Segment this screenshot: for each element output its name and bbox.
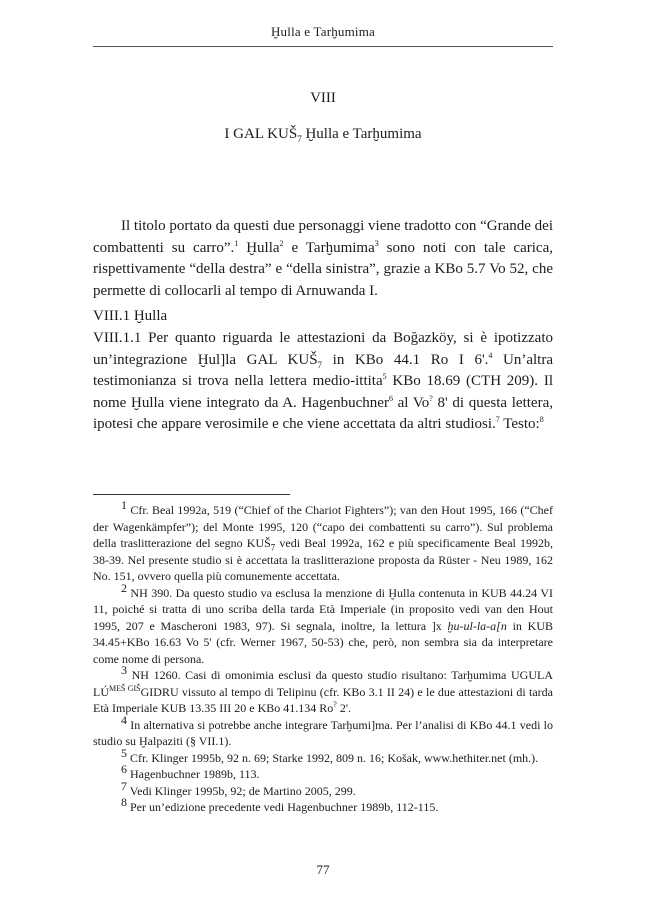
section-text-e: al Vo (392, 394, 430, 411)
intro-text-3: e Tarḫumima (283, 239, 375, 256)
footnote-7 (93, 778, 553, 800)
footnote-text: NH 390. Da questo studio va esclusa la menzione di Ḫulla contenuta in KUB 44.24 VI 11, poiché si tratta di uno scriba della tarda Età Imperiale (in proposito vedi van den Hout 1995, 207 e Mascheroni 1983, 97). Si segnala, inoltre, la lettura ]x (93, 585, 553, 633)
section-text-b: in KBo 44.1 Ro I 6'. (322, 351, 489, 368)
intro-text-1: Il titolo portato da questi due personaggi viene tradotto con “Grande dei combattenti su carro”. (93, 218, 553, 256)
section-superscript: ? (429, 393, 433, 403)
page-number: 77 (316, 862, 330, 877)
footnote-superscript: ? (333, 700, 337, 709)
section-subscript: 7 (317, 359, 323, 370)
section-text-d: KBo 18.69 (CTH 209). Il nome Ḫulla viene integrato da A. Hagenbuchner (93, 373, 553, 411)
footnote-italic: ḫu-ul-la-a[n (447, 618, 507, 633)
footnote-subscript: 7 (270, 542, 276, 553)
section-text-a: VIII.1.1 Per quanto riguarda le attestazioni da Boğazköy, si è ipotizzato un’integrazione Ḫul]la GAL KUŠ (93, 330, 553, 368)
intro-text-4: sono noti con tale carica, rispettivamente “della destra” e “della sinistra”, grazie a KBo 5.7 Vo 52, che permette di collocarli al tempo di Arnuwanda I. (93, 239, 553, 299)
footnote-superscript: MEŠ GIŠ (109, 683, 141, 693)
chapter-title (93, 126, 553, 143)
footnote-number: 1 (121, 498, 127, 512)
intro-text-2: Ḫulla (238, 239, 280, 256)
footnote-number: 3 (121, 663, 127, 677)
footnote-text: Hagenbuchner 1989b, 113. (127, 767, 260, 781)
footnote-number: 4 (121, 712, 127, 727)
footnote-8 (93, 795, 553, 816)
header-rule (93, 46, 553, 47)
section-paragraph (93, 328, 553, 436)
intro-paragraph (93, 216, 553, 302)
footnote-number: 2 (121, 580, 127, 595)
footnote-rule (93, 494, 290, 495)
chapter-title-b: Ḫulla e Tarḫumima (301, 126, 422, 142)
footnote-number: 8 (121, 795, 127, 809)
footnote-number: 6 (121, 762, 127, 776)
chapter-number: VIII (310, 90, 336, 106)
footnote-number: 7 (121, 778, 127, 793)
footnote-ref-2[interactable]: 2 (279, 238, 284, 248)
footnote-number: 5 (121, 745, 127, 760)
footnote-ref-4[interactable]: 4 (488, 350, 493, 360)
section-text-c: Un’altra testimonianza si trova nella lettera medio-ittita (93, 351, 553, 389)
footnote-text: Per un’edizione precedente vedi Hagenbuchner 1989b, 112-115. (127, 800, 439, 814)
footnote-ref-1[interactable]: 1 (234, 238, 239, 248)
footnote-3 (93, 663, 553, 717)
footnote-text: Cfr. Beal 1992a, 519 (“Chief of the Chariot Fighters”); van den Hout 1995, 166 (“Chef der Wagenkämpfer”); del Monte 1995, 120 (“capo dei combattenti su carro”). Sul problema della traslitterazione del segno KUŠ (93, 503, 553, 550)
footnote-2 (93, 580, 554, 668)
footnote-text: In alternativa si potrebbe anche integrare Tarḫumi]ma. Per l’analisi di KBo 44.1 vedi lo studio su Ḫalpaziti (§ VII.1). (93, 717, 553, 748)
footnote-ref-5[interactable]: 5 (382, 372, 387, 381)
footnote-ref-8[interactable]: 8 (539, 415, 544, 424)
section-text-f: 8' di questa lettera, ipotesi che appare verosimile e che viene accettata da altri studiosi. (93, 394, 553, 432)
footnote-6 (93, 762, 553, 783)
chapter-title-subscript: 7 (297, 134, 302, 144)
footnotes (93, 498, 554, 816)
section-text-g: Testo: (499, 416, 540, 432)
section-heading: VIII.1 Ḫulla (93, 308, 168, 324)
footnote-ref-3[interactable]: 3 (374, 238, 379, 248)
footnote-text: in KUB 34.45+KBo 16.63 Vo 5' (cfr. Werner 1967, 50-53) che, però, non sembra sia da interpretare come nome di persona. (93, 618, 554, 666)
footnote-5 (93, 745, 553, 767)
footnote-text: Vedi Klinger 1995b, 92; de Martino 2005, 299. (127, 783, 356, 798)
footnote-text: GIDRU vissuto al tempo di Telipinu (cfr. KBo 3.1 II 24) e le due attestazioni di tarda Età Imperiale KUB 13.35 III 20 e KBo 41.134 Ro (93, 684, 553, 715)
footnote-ref-6[interactable]: 6 (388, 393, 393, 403)
footnote-text: NH 1260. Casi di omonimia esclusi da questo studio risultano: Tarḫumima UGULA LÚ (93, 668, 553, 699)
footnote-ref-7[interactable]: 7 (495, 415, 500, 424)
footnote-text: 2'. (336, 701, 352, 715)
footnote-4 (93, 712, 553, 750)
footnote-text: Cfr. Klinger 1995b, 92 n. 69; Starke 1992, 809 n. 16; Košak, www.hethiter.net (mh.). (127, 750, 539, 765)
running-head: Ḫulla e Tarḫumima (270, 24, 376, 39)
footnote-text: vedi Beal 1992a, 162 e più specificamente Beal 1992b, 38-39. Nel presente studio si è accettata la traslitterazione proposta da Rüster - Neu 1989, 162 No. 151, ovvero quella più comunemente accettata. (93, 536, 553, 583)
chapter-title-a: I GAL KUŠ (224, 126, 298, 142)
footnote-1 (93, 498, 553, 585)
